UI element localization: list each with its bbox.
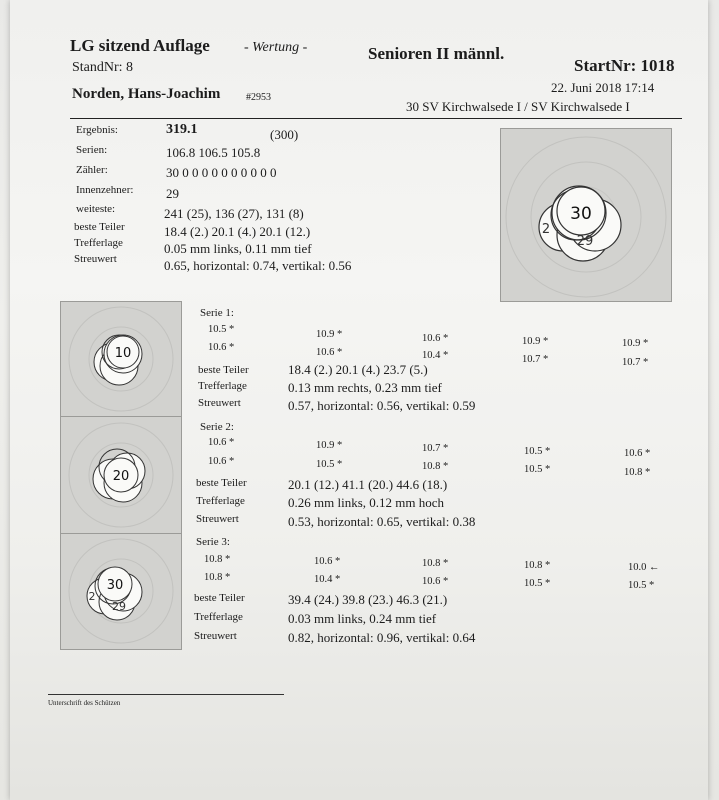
serie-1-r1-c5: 10.9 *: [622, 338, 649, 349]
start-number: StartNr: 1018: [574, 56, 675, 75]
trefferlage-value: 0.05 mm links, 0.11 mm tief: [164, 241, 312, 256]
serie-2-r2-c5: 10.8 *: [624, 467, 651, 478]
serie-2-label-streu: Streuwert: [196, 513, 239, 525]
serie-3-r2-c2: 10.4 *: [314, 574, 341, 585]
serien-value: 106.8 106.5 105.8: [166, 145, 261, 160]
serie-1-r2-c3: 10.4 *: [422, 350, 449, 361]
serie-1-title: Serie 1:: [200, 307, 234, 319]
label-beste-teiler: beste Teiler: [74, 221, 125, 233]
signature-line: [48, 694, 284, 695]
serie-1-target-label: 10: [114, 346, 132, 361]
serie-2-r1-c2: 10.9 *: [316, 440, 343, 451]
serie-3-label-streu: Streuwert: [194, 630, 237, 642]
serie-3-r1-c1: 10.8 *: [204, 554, 231, 565]
serie-2-r2-c1: 10.6 *: [208, 456, 235, 467]
serie-3-lage: 0.03 mm links, 0.24 mm tief: [288, 611, 437, 626]
date-time: 22. Juni 2018 17:14: [551, 80, 655, 95]
serie-1-r1-c2: 10.9 *: [316, 329, 343, 340]
overall-target-label-2: 2: [541, 222, 551, 237]
serie-1-r2-c1: 10.6 *: [208, 342, 235, 353]
innenzehner-value: 29: [166, 186, 179, 201]
serie-1-target-image: [60, 301, 182, 417]
serie-2-streu: 0.53, horizontal: 0.65, vertikal: 0.38: [288, 514, 476, 529]
serie-2-label-lage: Trefferlage: [196, 495, 245, 507]
overall-target-label-29: 29: [576, 234, 594, 249]
club-name: 30 SV Kirchwalsede I / SV Kirchwalsede I: [406, 99, 630, 114]
serie-1-teiler: 18.4 (2.) 20.1 (4.) 23.7 (5.): [288, 362, 428, 377]
beste-teiler-value: 18.4 (2.) 20.1 (4.) 20.1 (12.): [164, 224, 311, 239]
serie-2-lage: 0.26 mm links, 0.12 mm hoch: [288, 495, 444, 510]
serie-2-target-label: 20: [112, 469, 130, 484]
serie-3-teiler: 39.4 (24.) 39.8 (23.) 46.3 (21.): [288, 592, 448, 607]
streuwert-value: 0.65, horizontal: 0.74, vertikal: 0.56: [164, 258, 352, 273]
serie-3-target-label-c: 2: [88, 590, 96, 603]
serie-1-r1-c4: 10.9 *: [522, 336, 549, 347]
serie-3-r2-c1: 10.8 *: [204, 572, 231, 583]
serie-1-r2-c5: 10.7 *: [622, 357, 649, 368]
serie-3-target-label: 30: [106, 578, 124, 593]
ergebnis-int: (300): [270, 127, 299, 142]
label-innenzehner: Innenzehner:: [76, 184, 134, 196]
stand-number: StandNr: 8: [72, 60, 134, 75]
serie-3-r1-c5: 10.0 ←: [628, 562, 660, 573]
serie-3-r2-c5: 10.5 *: [628, 580, 655, 591]
signature-label: Unterschrift des Schützen: [48, 699, 121, 707]
discipline-title: LG sitzend Auflage: [70, 36, 210, 55]
serie-2-target-image: [60, 416, 182, 534]
serie-3-r2-c3: 10.6 *: [422, 576, 449, 587]
serie-2-r2-c2: 10.5 *: [316, 459, 343, 470]
serie-3-r1-c4: 10.8 *: [524, 560, 551, 571]
label-trefferlage: Trefferlage: [74, 237, 123, 249]
wertung-label: - Wertung -: [244, 40, 308, 55]
serie-2-r1-c5: 10.6 *: [624, 448, 651, 459]
serie-2-r2-c3: 10.8 *: [422, 461, 449, 472]
label-serien: Serien:: [76, 144, 108, 156]
ergebnis-value: 319.1: [166, 122, 198, 137]
serie-3-target-image: [60, 533, 182, 650]
serie-3-label-lage: Trefferlage: [194, 611, 243, 623]
serie-2-title: Serie 2:: [200, 421, 234, 433]
serie-1-r2-c4: 10.7 *: [522, 354, 549, 365]
serie-3-r1-c2: 10.6 *: [314, 556, 341, 567]
category-label: Senioren II männl.: [368, 44, 505, 63]
serie-3-target-label-b: 29: [112, 600, 126, 613]
serie-2-r1-c4: 10.5 *: [524, 446, 551, 457]
serie-2-teiler: 20.1 (12.) 41.1 (20.) 44.6 (18.): [288, 477, 448, 492]
serie-1-label-streu: Streuwert: [198, 397, 241, 409]
serie-2-r1-c3: 10.7 *: [422, 443, 449, 454]
serie-1-label-lage: Trefferlage: [198, 380, 247, 392]
overall-target-label-30: 30: [570, 204, 592, 224]
serie-1-streu: 0.57, horizontal: 0.56, vertikal: 0.59: [288, 398, 476, 413]
serie-3-r2-c4: 10.5 *: [524, 578, 551, 589]
label-weiteste: weiteste:: [76, 203, 116, 215]
serie-2-label-teiler: beste Teiler: [196, 477, 247, 489]
serie-3-label-teiler: beste Teiler: [194, 592, 245, 604]
label-ergebnis: Ergebnis:: [76, 124, 118, 136]
header-divider: [70, 118, 682, 119]
label-zaehler: Zähler:: [76, 164, 108, 176]
serie-1-r1-c3: 10.6 *: [422, 333, 449, 344]
serie-2-r1-c1: 10.6 *: [208, 437, 235, 448]
shooter-id: #2953: [246, 92, 271, 103]
label-streuwert: Streuwert: [74, 253, 117, 265]
serie-3-r1-c3: 10.8 *: [422, 558, 449, 569]
serie-1-lage: 0.13 mm rechts, 0.23 mm tief: [288, 380, 442, 395]
shooter-name: Norden, Hans-Joachim: [72, 86, 221, 102]
serie-2-r2-c4: 10.5 *: [524, 464, 551, 475]
serie-1-label-teiler: beste Teiler: [198, 364, 249, 376]
overall-target-image: [500, 128, 672, 302]
serie-3-title: Serie 3:: [196, 536, 230, 548]
serie-1-r1-c1: 10.5 *: [208, 324, 235, 335]
zaehler-value: 30 0 0 0 0 0 0 0 0 0 0: [166, 165, 277, 180]
serie-3-streu: 0.82, horizontal: 0.96, vertikal: 0.64: [288, 630, 476, 645]
serie-1-r2-c2: 10.6 *: [316, 347, 343, 358]
weiteste-value: 241 (25), 136 (27), 131 (8): [164, 206, 304, 221]
